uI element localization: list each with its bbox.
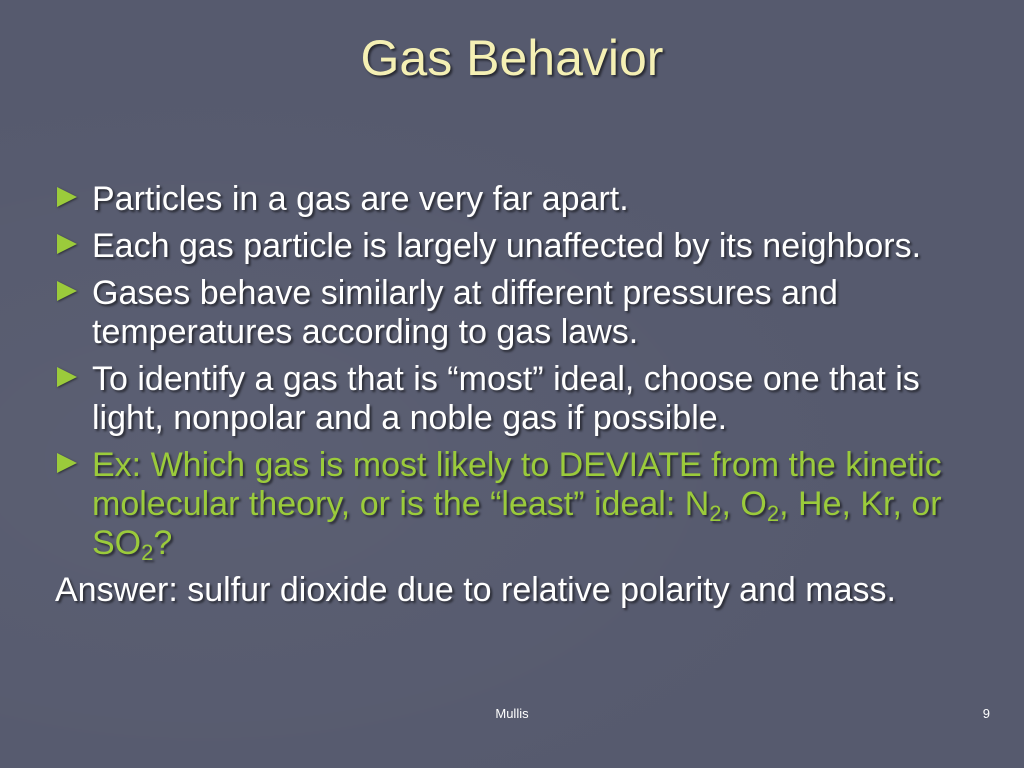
example-bullet xyxy=(55,446,985,563)
example-suffix: ? xyxy=(153,524,173,562)
bullet-text: Gases behave similarly at different pressures and temperatures according to gas laws. xyxy=(92,274,838,351)
triangle-right-icon xyxy=(57,281,77,301)
subscript: 2 xyxy=(709,501,722,526)
bullet-item xyxy=(55,180,985,219)
footer-author: Mullis xyxy=(495,706,529,721)
example-prefix: Ex: Which gas is most likely to DEVIATE from the kinetic molecular theory, or is the “least” ideal: N xyxy=(92,446,942,523)
bullet-text: To identify a gas that is “most” ideal, choose one that is light, nonpolar and a noble gas if possible. xyxy=(92,360,920,437)
bullet-text: Each gas particle is largely unaffected by its neighbors. xyxy=(92,227,922,265)
page-number: 9 xyxy=(982,706,990,721)
bullet-item xyxy=(55,274,985,352)
answer-text: Answer: sulfur dioxide due to relative polarity and mass. xyxy=(55,571,896,609)
triangle-right-icon xyxy=(57,234,77,254)
subscript: 2 xyxy=(141,540,154,565)
triangle-right-icon xyxy=(57,187,77,207)
bullet-text: Particles in a gas are very far apart. xyxy=(92,180,629,218)
subscript: 2 xyxy=(766,501,780,526)
bullet-item xyxy=(55,360,985,438)
example-part: , O xyxy=(721,485,767,523)
bullet-item xyxy=(55,227,985,266)
triangle-right-icon xyxy=(57,453,77,473)
example-part: , He, Kr, or SO xyxy=(92,485,942,562)
slide-content xyxy=(55,180,985,610)
slide-title: Gas Behavior xyxy=(360,30,664,86)
triangle-right-icon xyxy=(57,367,77,387)
example-text xyxy=(92,446,942,565)
